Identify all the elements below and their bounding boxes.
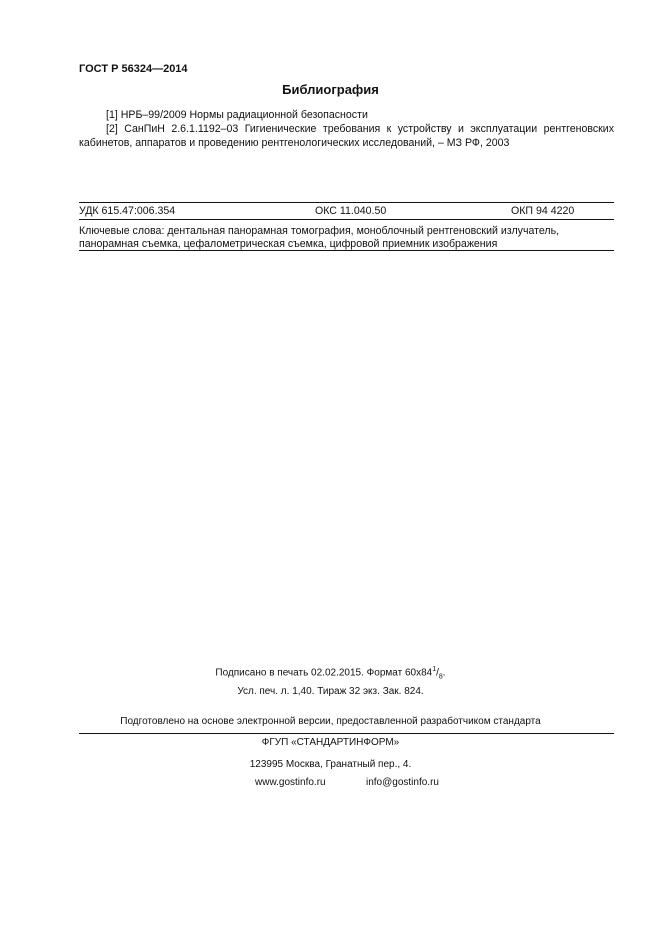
- udk-code: УДК 615.47:006.354: [79, 205, 176, 217]
- keywords-divider: [79, 250, 614, 251]
- imprint-divider: [79, 733, 614, 734]
- keywords: [79, 225, 614, 251]
- format-subscript: 8: [438, 673, 443, 681]
- keywords-line-1: Ключевые слова: дентальная панорамная томография, моноблочный рентгеновский излучатель,: [79, 225, 560, 237]
- signed-to-print: Подписано в печать 02.02.2015. Формат $60х84^1/_8$.: [215, 666, 446, 681]
- format-suffix: .: [442, 667, 446, 679]
- standard-code: ГОСТ Р 56324—2014: [79, 63, 188, 75]
- keywords-line-2: панорамная съемка, цефалометрическая съемка, цифровой приемник изображения: [79, 238, 498, 250]
- signed-text: Подписано в печать 02.02.2015. Формат 60х84: [215, 667, 433, 679]
- top-divider: [79, 202, 614, 203]
- oks-code: ОКС 11.040.50: [315, 205, 387, 217]
- website-link[interactable]: www.gostinfo.ru: [255, 777, 326, 788]
- publisher-name: ФГУП «СТАНДАРТИНФОРМ»: [261, 737, 400, 748]
- prepared-note: Подготовлено на основе электронной версии, предоставленной разработчиком стандарта: [120, 716, 541, 727]
- format-superscript: 1: [432, 666, 437, 673]
- okp-code: ОКП 94 4220: [511, 205, 575, 217]
- classification-divider: [79, 219, 614, 220]
- bibliography-item-2: [2] СанПиН 2.6.1.1192–03 Гигиенические требования к устройству и эксплуатации рентгеновских кабинетов, аппаратов и проведению рентгенологических исследований, – МЗ РФ, 2003: [79, 123, 614, 149]
- bibliography-title: Библиография: [282, 82, 379, 97]
- bibliography-item-1: [1] НРБ–99/2009 Нормы радиационной безопасности: [106, 109, 368, 121]
- print-info: Усл. печ. л. 1,40. Тираж 32 экз. Зак. 824.: [237, 686, 424, 697]
- publisher-address: 123995 Москва, Гранатный пер., 4.: [249, 759, 412, 770]
- email-link[interactable]: info@gostinfo.ru: [366, 777, 439, 788]
